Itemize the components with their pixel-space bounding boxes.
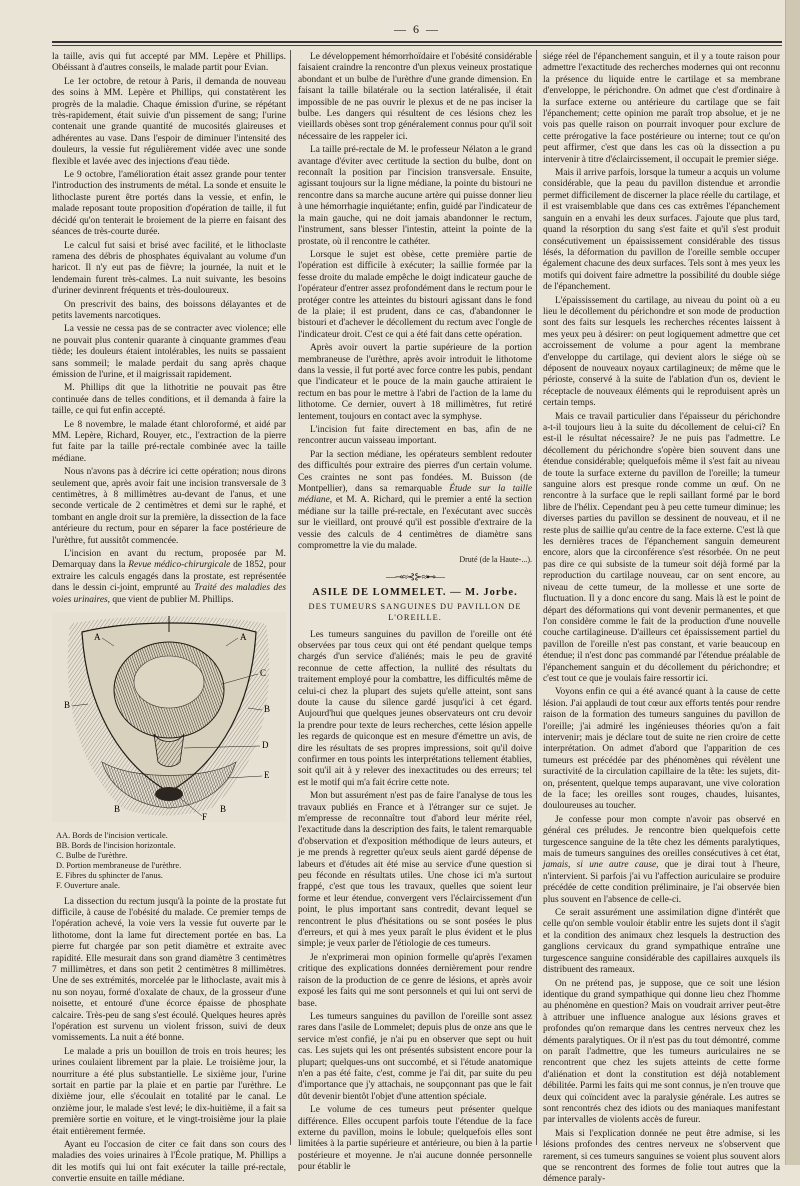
text-run: , et M. A. Richard, qui le premier a enté la section médiane sur la taille pré-rectale, en l'exécutant avec succès sur le vieillard, ont prouvé qu'il est possible d'extraire de la vessie des calculs de 4 centimètres de diamètre sans compromettre la vie du malade. — [298, 495, 532, 552]
text-run: Par la section médiane, les opérateurs semblent redouter des difficultés pour extraire des pierres d'un certain volume. Ces craintes ne sont pas fondées. M. Buisson (de Montpellier), dans sa remarquable — [298, 449, 532, 495]
label-c: C — [260, 668, 267, 679]
legend-item: AA. Bords de l'incision verticale. — [56, 830, 168, 840]
paragraph: On prescrivit des bains, des boissons délayantes et de petits lavements narcotiques. — [52, 299, 286, 321]
paragraph: Nous n'avons pas à décrire ici cette opération; nous dirons seulement que, après avoir fait une incision transversale de 3 centimètres, à 8 millimètres au-devant de l'anus, et une seconde verticale de 2 centimètres et demi sur le raphé, et tombant en angle droit sur la première, la dissection de la face antérieure du rectum, pour en séparer la face postérieure de l'urèthre, fut aussitôt commencée. — [52, 467, 286, 546]
label-b: B — [114, 804, 121, 815]
legend-item: BB. Bords de l'incision horizontale. — [56, 840, 176, 850]
label-a: A — [94, 632, 101, 643]
column-right — [543, 52, 780, 1185]
paragraph: Les tumeurs sanguines du pavillon de l'oreille ont été observées par tous ceux qui ont été pendant quelque temps chargés d'un service d'aliénés; mais le peu de gravité reconnue de cette affection, la nullité des résultats du traitement employé pour la combattre, les difficultés même de celui-ci chez la plupart des sujets qu'elle atteint, sont sans doute la cause du silence gardé jusqu'ici à cet égard. Aujourd'hui que quelques jeunes observateurs ont cru devoir la prendre pour texte de leurs recherches, cette lésion appelle les regards de quiconque est en mesure d'émettre un avis, de dire les résultats de ses propres impressions, soit qu'il doive confirmer en tous points les interprétations tellement établies, soit qu'il ait à y relever des inexactitudes ou des erreurs; tel est le motif qui m'a fait écrire cette note. — [298, 629, 532, 788]
paragraph: Mon but assurément n'est pas de faire l'analyse de tous les travaux publiés en France et à l'étranger sur ce sujet. Je m'empresse de reconnaître tout d'abord leur mérite réel, l'exactitude dans la description des faits, le talent remarquable d'observation et d'exposition méthodique de leurs auteurs, et je me prends à regretter qu'eux seuls aient gardé dépense de labeurs et d'études ait été mise au service d'une question si peu féconde en résultats utiles. Une chose ici m'a surtout frappé, c'est que tous les travaux, quelles que soient leur forme et leur étendue, convergent vers l'éclaircissement d'un point, le plus important sans contredit, devant lequel se rencontrent le plus d'hésitations ou se sont posées le plus d'erreurs, et qui à mes yeux paraît le plus évident et le plus simple; je veux parler de l'étiologie de ces tumeurs. — [298, 791, 532, 950]
book-title: Traité des maladies des voies urinaires — [52, 583, 286, 605]
bulb-highlight — [134, 656, 204, 708]
paragraph: Mais il arrive parfois, lorsque la tumeur a acquis un volume considérable, que la peau du pavillon distendue et arrondie permet difficilement de discerner la place réelle du cartilage, et il est vraisemblable que dans ces cas extrêmes l'épanchement sanguin en a envahi les deux surfaces. J'ajoute que plus tard, quand la résorption du sang s'est faite et qu'il s'est produit consécutivement un épaississement considérable des tissus lésés, la déformation du pavillon de l'oreille semble occuper également chacune des deux surfaces. Tels sont à mes yeux les motifs qui doivent faire admettre la possibilité du double siége de l'épanchement. — [543, 168, 780, 293]
figure-legend — [56, 831, 286, 891]
paragraph — [543, 815, 780, 906]
column-left — [52, 52, 286, 1185]
paragraph: L'incision fut faite directement en bas, afin de ne rencontrer aucun vaisseau important. — [298, 425, 532, 447]
paragraph: On ne prétend pas, je suppose, que ce soit une lésion identique du grand sympathique qui donne lieu chez l'homme au phénomène en question? Mais on voudrait arriver peut-être à attribuer une influence analogue aux lésions graves et profondes qu'on remarque dans les centres nerveux chez les déments paralytiques. Or il n'est pas du tout démontré, comme on paraît l'admettre, que les tumeurs auriculaires ne se rencontrent que chez les sujets atteints de cette forme d'aliénation et dont la constitution est déjà notablement débilitée. Parmi les faits qui me sont connus, je n'en trouve que deux qui coïncident avec la paralysie générale. Les autres se sont rencontrés chez des idiots ou des maniaques manifestant par intervalles de violents accès de fureur. — [543, 978, 780, 1126]
paragraph: M. Phillips dit que la lithotritie ne pouvait pas être continuée dans de telles conditions, et il demanda à faire la taille, ce qui fut enfin accepté. — [52, 383, 286, 417]
text-run: , que vient de publier M. Phillips. — [107, 594, 234, 605]
paragraph: La vessie ne cessa pas de se contracter avec violence; elle ne pouvait plus contenir quarante à cinquante grammes d'eau tiède; les douleurs étaient intolérables, les nuits se passaient sans sommeil; le malade perdait du sang après chaque émission de l'urine, et il maigrissait rapidement. — [52, 324, 286, 380]
legend-item: E. Fibres du sphincter de l'anus. — [56, 870, 163, 880]
paragraph: Le malade a pris un bouillon de trois en trois heures; les urines coulaient librement par la plaie. Le troisième jour, la nourriture a été plus substantielle. Le sixième jour, l'urine sortait en partie par la plaie et en partie par l'urèthre. Le dixième jour, elle s'écoulait en totalité par le canal. Le onzième jour, le malade s'est levé; le dix-huitième, il a fait sa première sortie en voiture, et le vingt-troisième jour la plaie était entièrement fermée. — [52, 1046, 286, 1137]
paragraph: Le 1er octobre, de retour à Paris, il demanda de nouveau des soins à MM. Lepère et Phillips, qui constatèrent les progrès de la maladie. Chaque émission d'urine, se répétant très-rapidement, était suivie d'un pissement de sang; l'urine contenait une grande quantité de mucosités glaireuses et adhérentes au vase. Dans l'espoir de diminuer l'intensité des douleurs, la vessie fut régulièrement vidée avec une sonde flexible et lavée avec des injections d'eau tiède. — [52, 76, 286, 167]
paragraph: Mais si l'explication donnée ne peut être admise, si les lésions profondes des centres nerveux ne s'observent que rarement, si ces tumeurs sanguines se voient plus souvent alors que se rencontrent des formes de folie tout autres que la démence paraly- — [543, 1128, 780, 1185]
column-middle — [298, 52, 532, 1173]
paragraph: la taille, avis qui fut accepté par MM. Lepère et Phillips. Obéissant à d'autres conseils, le malade partit pour Evian. — [52, 52, 286, 74]
author-signature: Druté (de la Haute-...). — [459, 555, 532, 565]
paragraph — [52, 549, 286, 606]
article-subtitle: DES TUMEURS SANGUINES DU PAVILLON DE L'OREILLE. — [308, 601, 522, 623]
paragraph: Le calcul fut saisi et brisé avec facilité, et le lithoclaste ramena des débris de phosphates équivalant au volume d'un haricot. Il n'y eut pas de fièvre; la journée, la nuit et le lendemain furent très-calmes. La nuit suivante, les besoins d'uriner devinrent fréquents et très-douloureux. — [52, 240, 286, 297]
page-binding-edge — [785, 0, 800, 1165]
label-b: B — [220, 804, 227, 815]
paragraph: Ce serait assurément une assimilation digne d'intérêt que celle qu'on semble vouloir établir entre les sujets dont il s'agit et la condition des animaux chez lesquels la destruction des ganglions cervicaux du grand sympathique entraîne une turgescence sanguine considérable des capillaires auxquels ils distribuent des rameaux. — [543, 908, 780, 976]
legend-item: F. Ouverture anale. — [56, 880, 120, 890]
anal-opening — [155, 787, 183, 801]
text-run: , que je dirai tout à l'heure, n'intervient. Si parfois j'ai vu l'affection auriculaire se produire précédée de cette condition préliminaire, je l'ai observée bien plus souvent en l'absence de celle-ci. — [543, 860, 780, 905]
column-divider — [536, 50, 537, 1145]
book-title: Étude sur la taille médiane — [298, 484, 532, 506]
paragraph: La dissection du rectum jusqu'à la pointe de la prostate fut difficile, à cause de l'obésité du malade. Ce premier temps de l'opération achevé, la voie vers la vessie fut ouverte par le lithotome, dont la lame fut directement portée en bas. La pierre fut chargée par son petit diamètre et extraite avec rapidité. Elle mesurait dans son grand diamètre 3 centimètres 7 millimètres, et dans son petit 2 centimètres 8 millimètres. Une de ses extrémités, morcelée par le lithoclaste, avait mis à nu son noyau, formé d'oxalate de chaux, de la grosseur d'une noisette, et entouré d'une écorce épaisse de phosphate calcaire. Très-peu de sang s'est écoulé. Quelques heures après l'opération est survenu un violent frisson, suivi de deux vomissements. La nuit a été bonne. — [52, 896, 286, 1044]
paragraph: Ayant eu l'occasion de citer ce fait dans son cours des maladies des voies urinaires à l'École pratique, M. Phillips a dit les motifs qui lui ont fait exécuter la taille pré-rectale, convertie ensuite en taille médiane. — [52, 1140, 286, 1185]
legend-item: C. Bulbe de l'urèthre. — [56, 850, 128, 860]
legend-item: D. Portion membraneuse de l'urèthre. — [56, 860, 182, 870]
paragraph: Mais ce travail particulier dans l'épaisseur du périchondre a-t-il toujours lieu à la suite du décollement de celui-ci? En est-il le résultat nécessaire? Je ne puis pas l'admettre. Le décollement du périchondre s'opère bien souvent dans une étendue considérable; quelquefois même il s'est fait au niveau de toute la surface externe du pavillon de l'oreille; la tumeur sanguine alors est presque ronde comme un œuf. On ne rencontre à la surface que le repli saillant formé par le bord libre de l'hélix. Cependant peu à peu cette tumeur diminue; les diverses parties du pavillon se dessinent de nouveau, et il ne reste plus de saillie qu'au centre de la face externe. C'est là que les dernières traces de l'épanchement sanguin demeurent encore, alors que la circonférence s'est résorbée. On ne peut pas dire ce qui subsiste de la tumeur soit déjà formé par la reproduction du cartilage nouveau, car on sent encore, au niveau de cette tumeur, de la mollesse et une sorte de fluctuation. Il y a donc encore du sang. Mais là est le point de départ des déformations qui vont devenir permanentes, et que l'on considère comme le fait de la production d'une nouvelle couche cartilagineuse. D'ailleurs cet épaississement partiel du pavillon de l'oreille n'est pas constant, et varie beaucoup en étendue; il n'est donc pas commandé par l'étendue préalable de l'épanchement sanguin et du décollement du périchondre; et c'est tout ce que je voulais faire ressortir ici. — [543, 411, 780, 684]
paragraph: Le 8 novembre, le malade étant chloroformé, et aidé par MM. Lepère, Richard, Rouyer, etc., l'extraction de la pierre fut faite par la taille pré-rectale combinée avec la taille médiane. — [52, 419, 286, 464]
ornament-divider: —⊸≈⊰⊱≈⊷— — [385, 571, 445, 583]
paragraph: Les tumeurs sanguines du pavillon de l'oreille sont assez rares dans l'asile de Lommelet; depuis plus de onze ans que le service m'est confié, je n'ai pu en observer que sept ou huit cas. Les sujets qui les ont présentés subsistent encore pour la plupart; quelques-uns ont succombé, et si l'étude anatomique n'en a pas été faite, c'est, comme je l'ai dit, par suite du peu d'importance que j'y attachais, ne soupçonnant pas que le fait dût devenir bientôt l'objet d'une attention spéciale. — [298, 1011, 532, 1102]
label-b: B — [64, 700, 71, 711]
journal-title: Revue médico-chirurgicale — [128, 560, 231, 571]
paragraph: Le 9 octobre, l'amélioration était assez grande pour tenter l'introduction des instruments de métal. La sonde et ensuite le lithoclaste purent être portés dans la vessie, et enfin, le malade reposant toute proposition d'opération de taille, il fut décidé qu'on tenterait le broiement de la pierre en faisant des séances de très-courte durée. — [52, 170, 286, 238]
page-number: — 6 — — [394, 22, 440, 36]
text-run: de 1852, pour extraire les calculs engagés dans la prostate, est représentée dans le dessin ci-joint, emprunté au — [52, 560, 286, 594]
label-a: A — [240, 632, 247, 643]
article-title: ASILE DE LOMMELET. — M. Jorbe. — [312, 587, 518, 599]
header-rule-thin — [52, 45, 782, 46]
emphasis: jamais, si une autre cause — [543, 860, 657, 871]
label-b: B — [264, 704, 271, 715]
paragraph: Le volume de ces tumeurs peut présenter quelque différence. Elles occupent parfois toute l'étendue de la face externe du pavillon, moins le lobule; quelquefois elles sont limitées à la partie supérieure et antérieure, ou bien à la partie postérieure et moyenne. Je n'ai aucune donnée personnelle pour établir le — [298, 1105, 532, 1173]
text-run: Je confesse pour mon compte n'avoir pas observé en général ces préludes. Je rencontre bien quelquefois cette turgescence sanguine de la tête chez les déments paralytiques, mais de tumeurs sanguines des oreilles consécutives à cet état, — [543, 814, 780, 860]
header-rule — [52, 41, 782, 43]
label-f: F — [202, 812, 208, 823]
paragraph: siége réel de l'épanchement sanguin, et il y a toute raison pour admettre l'exactitude des recherches modernes qui ont reconnu la présence du liquide entre le cartilage et sa membrane d'enveloppe, le périchondre. On admet que c'est d'ordinaire à la surface externe ou antérieure du cartilage que se fait l'épanchement; cette opinion me paraît trop absolue, et je ne vois pas quelle raison on pourrait invoquer pour exclure de cette prérogative la face postérieure ou interne; tout ce qu'on peut affirmer, c'est que dans les cas où la dissection a pu intervenir à titre d'éclaircissement, il occupait le premier siége. — [543, 52, 780, 165]
text-run: L'incision en avant du rectum, proposée par M. Demarquay dans la — [52, 549, 286, 571]
paragraph: Je n'exprimerai mon opinion formelle qu'après l'examen critique des explications données dernièrement pour rendre raison de la production de ce genre de lésions, et après avoir exposé les faits qui me sont personnels et qui lui ont servi de base. — [298, 952, 532, 1009]
paragraph: Lorsque le sujet est obèse, cette première partie de l'opération est difficile à exécuter; la saillie formée par la fesse droite du malade empêche le doigt indicateur gauche de l'opérateur d'entrer assez profondément dans le rectum pour le protéger contre les atteintes du bistouri agissant dans le fond de la plaie; il est prudent, dans ce cas, d'abandonner le bistouri et d'achever le décollement du rectum avec l'ongle de l'indicateur droit. C'est ce qui a été fait dans cette opération. — [298, 249, 532, 340]
anatomical-figure — [52, 612, 286, 822]
paragraph: L'épaississement du cartilage, au niveau du point où a eu lieu le décollement du périchondre et son mode de production sont des faits sur lesquels les recherches récentes laissent à mes yeux peu à désirer: on peut logiquement admettre que cet accroissement de volume a pour agent la membrane d'enveloppe du cartilage, qui devient alors le siége où se déposent de nouveaux noyaux cartilagineux; de même que le périoste, conservé à la suite de l'ablation d'un os, devient le réceptacle de nouveaux éléments qui le reproduisent après un certain temps. — [543, 295, 780, 409]
paragraph: La taille pré-rectale de M. le professeur Nélaton a le grand avantage d'éviter avec certitude la section du bulbe, dont on reconnaît la position par l'incision transversale. Ensuite, agissant toujours sur la ligne médiane, la pointe du bistouri ne rencontre dans sa marche aucune artère qui puisse donner lieu à une hémorrhagie inquiétante; enfin, guidé par l'indicateur de la main gauche, qui ne doit jamais abandonner le rectum, l'instrument, sans blesser l'intestin, atteint la pointe de la prostate, où il rencontre le cathéter. — [298, 145, 532, 247]
column-divider — [290, 50, 291, 1145]
paragraph: Le développement hémorrhoïdaire et l'obésité considérable faisaient craindre la rencontre d'un plexus veineux prostatique abondant et un bulbe de l'urèthre d'une grande dimension. En faisant la taille bilatérale ou la section latéralisée, il était impossible de ne pas ouvrir le plexus et de ne pas inciser la bulbe. Les dangers qui résultent de ces lésions chez les vieillards obèses sont trop généralement connus pour qu'il soit nécessaire de les rappeler ici. — [298, 52, 532, 142]
paragraph: Après avoir ouvert la partie supérieure de la portion membraneuse de l'urèthre, après avoir introduit le lithotome dans la vessie, il fut porté avec force contre les pubis, pendant que l'indicateur et le pouce de la main gauche attiraient le rectum en bas pour le mettre à l'abri de l'action de la lame du lithotome. Ce dernier, ouvert à 18 millimètres, fut retiré lentement, toujours en contact avec la symphyse. — [298, 343, 532, 422]
label-e: E — [264, 770, 270, 781]
paragraph: Voyons enfin ce qui a été avancé quant à la cause de cette lésion. J'ai applaudi de tout cœur aux efforts tentés pour rendre raison de la formation des tumeurs sanguines du pavillon de l'oreille; j'ai admiré les ingénieuses théories qu'on a fait intervenir; mais je déclare tout de suite ne rien croire de cette interprétation. On admet d'abord que l'apparition de ces tumeurs est précédée par des phénomènes qui révèlent une suractivité de la circulation capillaire de la tête: les sujets, dit-on, présentent, quelque temps auparavant, une vive coloration de la face; les oreilles sont rouges, chaudes, luisantes, douloureuses au toucher. — [543, 687, 780, 812]
label-d: D — [262, 740, 269, 751]
paragraph — [298, 450, 532, 553]
